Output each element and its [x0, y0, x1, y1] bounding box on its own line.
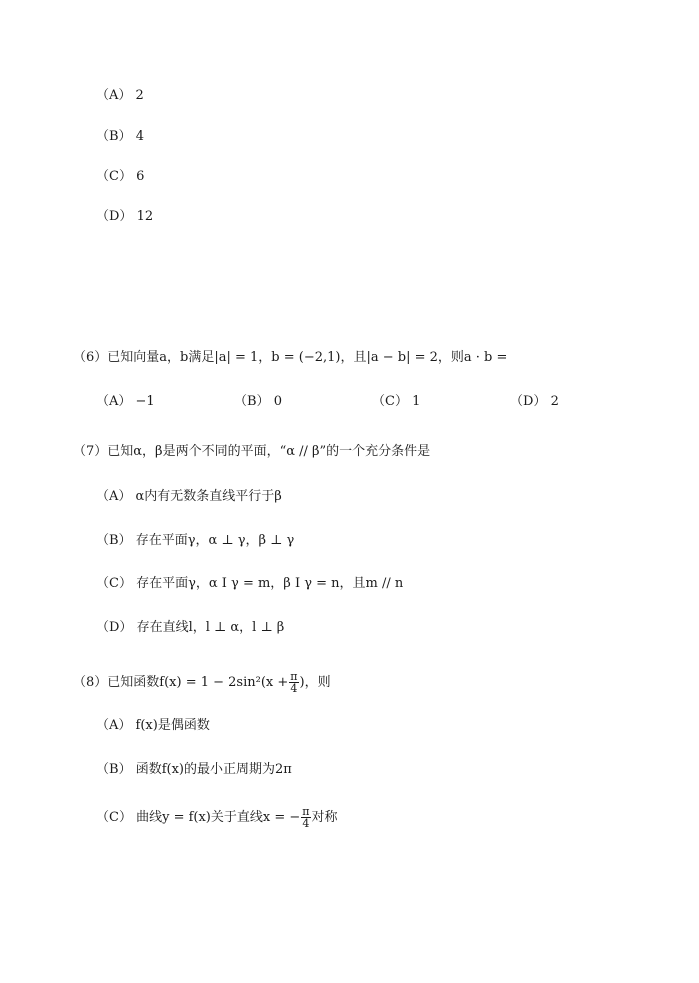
fraction-denominator: 4	[302, 817, 310, 830]
option-text: −1	[135, 394, 155, 409]
option-label: （B）	[96, 533, 132, 548]
q7-option-b	[96, 533, 294, 549]
option-text: 12	[136, 209, 154, 224]
option-label: （D）	[96, 620, 133, 635]
option-text: 0	[273, 394, 282, 409]
q8-option-b	[96, 762, 292, 778]
option-label: （A）	[96, 394, 132, 409]
option-text: 6	[136, 169, 145, 184]
q6-stem	[73, 350, 507, 366]
option-label: （B）	[234, 394, 270, 409]
option-label: （B）	[96, 762, 132, 777]
fraction	[289, 671, 298, 694]
option-label: （C）	[96, 169, 132, 184]
question-number: （6）	[73, 350, 108, 365]
option-text: 存在直线l，l ⊥ α，l ⊥ β	[136, 620, 285, 635]
option-text: 1	[412, 394, 421, 409]
q5-option-c	[96, 169, 144, 185]
q6-option-b	[234, 394, 282, 410]
q6-option-c	[372, 394, 420, 410]
question-number: （7）	[73, 444, 108, 459]
question-text: 已知向量a，b满足|a| = 1，b = (−2,1)，且|a − b| = 2，则a · b =	[107, 350, 508, 365]
fraction-numerator: π	[290, 670, 298, 683]
question-number: （8）	[73, 675, 108, 690]
q7-option-d	[96, 620, 284, 636]
option-text: f(x)是偶函数	[135, 718, 210, 733]
option-label: （C）	[372, 394, 408, 409]
q5-option-b	[96, 129, 144, 145]
option-text: 2	[550, 394, 559, 409]
q8-option-c	[96, 805, 338, 831]
option-text: 存在平面γ，α ⊥ γ，β ⊥ γ	[135, 533, 295, 548]
option-text: 2	[135, 88, 144, 103]
option-text: 函数f(x)的最小正周期为2π	[135, 762, 292, 777]
option-text: 4	[135, 129, 144, 144]
option-label: （B）	[96, 129, 132, 144]
q8-option-a	[96, 718, 210, 734]
option-label: （D）	[510, 394, 547, 409]
question-text-end: )，则	[299, 675, 331, 690]
option-label: （C）	[96, 810, 132, 825]
q7-option-a	[96, 489, 282, 505]
option-text: α内有无数条直线平行于β	[135, 489, 282, 504]
fraction-numerator: π	[302, 805, 310, 818]
option-text: 曲线y = f(x)关于直线x = −	[136, 810, 301, 825]
option-text-end: 对称	[311, 810, 338, 825]
q7-stem	[73, 444, 430, 460]
question-text: 已知α，β是两个不同的平面，“α // β”的一个充分条件是	[107, 444, 431, 459]
fraction-denominator: 4	[290, 682, 298, 695]
option-label: （C）	[96, 576, 132, 591]
option-label: （A）	[96, 88, 132, 103]
option-label: （A）	[96, 718, 132, 733]
q5-option-d	[96, 209, 153, 225]
fraction	[301, 806, 310, 829]
option-text: 存在平面γ，α I γ = m，β I γ = n，且m // n	[136, 576, 404, 591]
q8-stem	[73, 670, 331, 696]
q6-option-d	[510, 394, 559, 410]
option-label: （A）	[96, 489, 132, 504]
q7-option-c	[96, 576, 403, 592]
question-text: 已知函数f(x) = 1 − 2sin²(x +	[107, 675, 289, 690]
option-label: （D）	[96, 209, 133, 224]
q5-option-a	[96, 88, 144, 104]
q6-option-a	[96, 394, 155, 410]
